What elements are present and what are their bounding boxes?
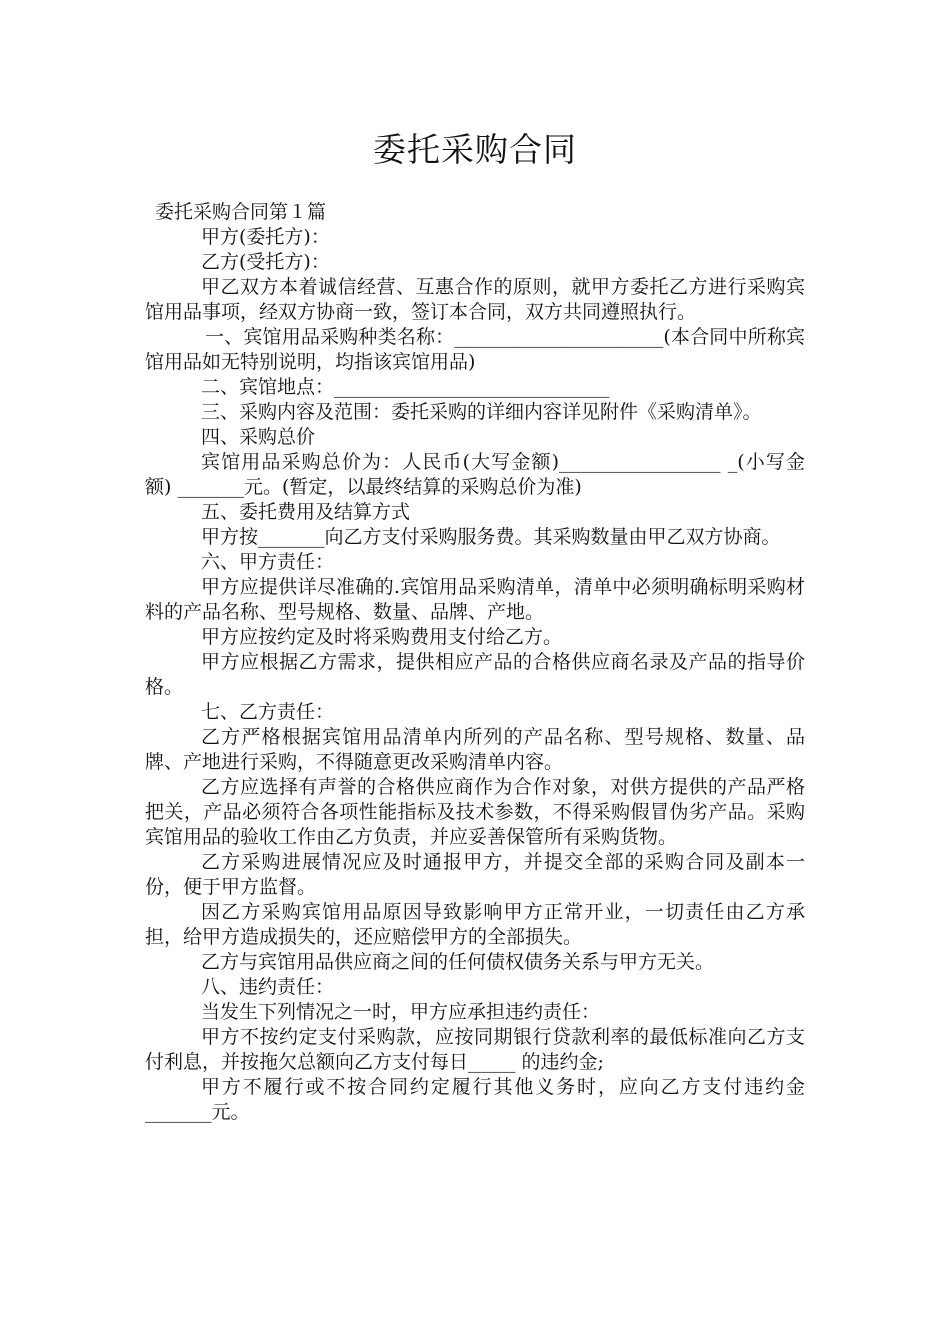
paragraph: 当发生下列情况之一时，甲方应承担违约责任： <box>201 1001 601 1023</box>
paragraph: 甲方应按约定及时将采购费用支付给乙方。 <box>201 626 563 648</box>
paragraph: 乙方与宾馆用品供应商之间的任何债权债务关系与甲方无关。 <box>201 951 715 973</box>
paragraph: 甲方(委托方)： <box>201 226 330 248</box>
paragraph: 六、甲方责任： <box>201 551 335 573</box>
document-body <box>145 200 805 1125</box>
paragraph: 甲方按_______向乙方支付采购服务费。其采购数量由甲乙双方协商。 <box>201 526 781 548</box>
paragraph: 八、违约责任： <box>201 976 335 998</box>
paragraph: 四、采购总价 <box>201 426 316 448</box>
paragraph: 七、乙方责任： <box>201 701 335 723</box>
paragraph: 乙方(受托方)： <box>201 251 330 273</box>
section-heading: 委托采购合同第１篇 <box>155 201 327 223</box>
paragraph: 甲乙双方本着诚信经营、互惠合作的原则，就甲方委托乙方进行采购宾馆用品事项，经双方协商一致，签订本合同，双方共同遵照执行。 <box>145 276 805 323</box>
paragraph: 五、委托费用及结算方式 <box>201 501 411 523</box>
paragraph: 二、宾馆地点：_____________________________ <box>201 376 610 398</box>
paragraph: 甲方应根据乙方需求，提供相应产品的合格供应商名录及产品的指导价格。 <box>145 651 805 698</box>
paragraph: 乙方严格根据宾馆用品清单内所列的产品名称、型号规格、数量、品牌、产地进行采购，不得随意更改采购清单内容。 <box>145 726 805 773</box>
paragraph: 一、宾馆用品采购种类名称：______________________(本合同中所称宾馆用品如无特别说明，均指该宾馆用品) <box>145 326 805 373</box>
paragraph: 乙方应选择有声誉的合格供应商作为合作对象，对供方提供的产品严格把关，产品必须符合各项性能指标及技术参数，不得采购假冒伪劣产品。采购宾馆用品的验收工作由乙方负责，并应妥善保管所有采购货物。 <box>145 776 805 848</box>
document-title: 委托采购合同 <box>373 130 577 169</box>
paragraph: 甲方不履行或不按合同约定履行其他义务时，应向乙方支付违约金_______元。 <box>145 1076 805 1123</box>
paragraph: 乙方采购进展情况应及时通报甲方，并提交全部的采购合同及副本一份，便于甲方监督。 <box>145 851 805 898</box>
paragraph: 甲方不按约定支付采购款，应按同期银行贷款利率的最低标准向乙方支付利息，并按拖欠总额向乙方支付每日_____ 的违约金; <box>145 1026 805 1073</box>
paragraph: 三、采购内容及范围：委托采购的详细内容详见附件《采购清单》。 <box>201 401 762 423</box>
paragraph: 宾馆用品采购总价为：人民币(大写金额)_________________ _(小写金额) _______元。(暂定，以最终结算的采购总价为准) <box>145 451 805 498</box>
paragraph: 甲方应提供详尽准确的.宾馆用品采购清单，清单中必须明确标明采购材料的产品名称、型号规格、数量、品牌、产地。 <box>145 576 805 623</box>
paragraph: 因乙方采购宾馆用品原因导致影响甲方正常开业，一切责任由乙方承担，给甲方造成损失的，还应赔偿甲方的全部损失。 <box>145 901 805 948</box>
